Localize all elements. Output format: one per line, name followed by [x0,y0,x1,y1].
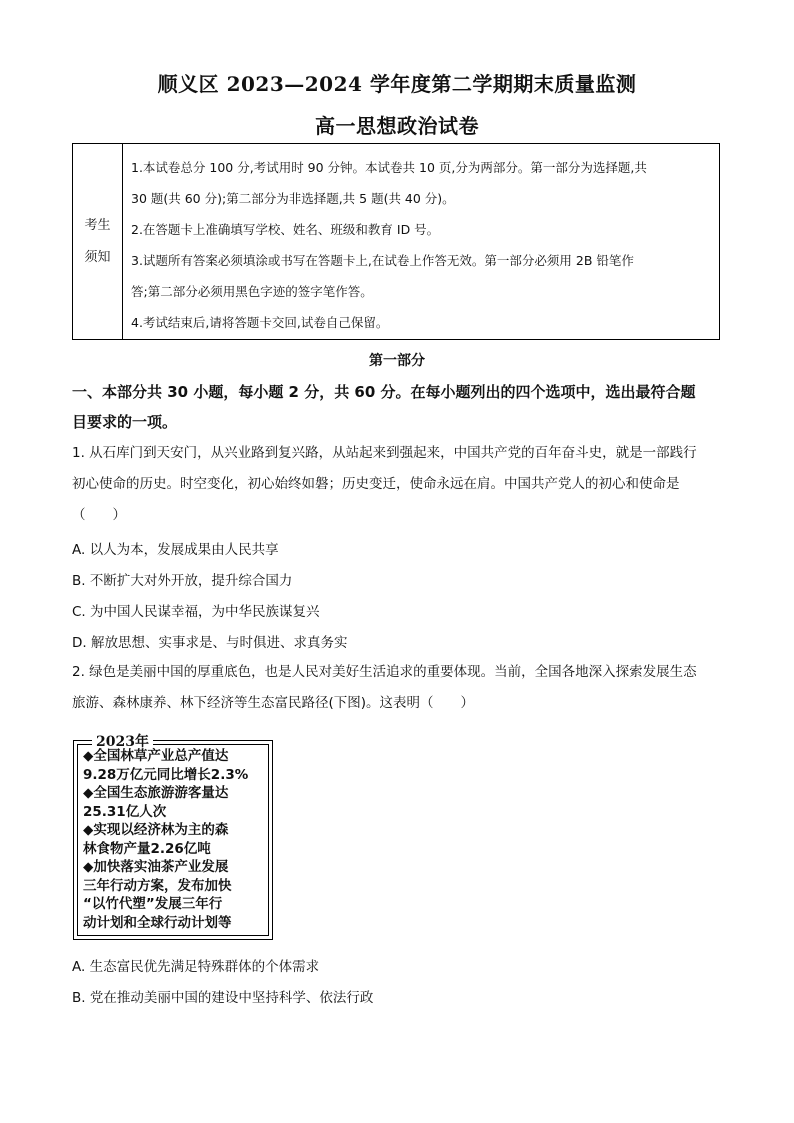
figure-line: ◆实现以经济林为主的森 [83,822,229,838]
notice-label-top: 考生 [84,217,111,233]
q2-option-a: A. 生态富民优先满足特殊群体的个体需求 [72,959,320,975]
question-2-line: 旅游、森林康养、林下经济等生态富民路径(下图)。这表明（ ） [72,695,475,711]
figure-line: 三年行动方案，发布加快 [83,877,232,894]
notice-label-bottom: 须知 [84,249,111,265]
question-2 [72,657,724,719]
question-1 [72,438,724,531]
q1-option-d: D. 解放思想、实事求是、与时俱进、求真务实 [72,635,348,651]
q2-option-b: B. 党在推动美丽中国的建设中坚持科学、依法行政 [72,990,374,1006]
figure-line: ◆加快落实油茶产业发展 [83,859,229,875]
figure-year: 2023年 [92,731,153,751]
exam-notice-box [72,143,720,340]
notice-line: 2.在答题卡上准确填写学校、姓名、班级和教育 ID 号。 [131,222,440,237]
q1-option-c: C. 为中国人民谋幸福，为中华民族谋复兴 [72,604,320,620]
notice-line: 1.本试卷总分 100 分,考试用时 90 分钟。本试卷共 10 页,分为两部分。第一部分为选择题,共 [131,160,647,175]
question-1-blank: （ ） [72,507,126,523]
forestry-stats-figure [73,734,273,940]
section-heading: 第一部分 [369,353,425,369]
section-instruction-line: 一、本部分共 30 小题，每小题 2 分，共 60 分。在每小题列出的四个选项中，选出最符合题 [72,383,696,401]
q1-option-a: A. 以人为本，发展成果由人民共享 [72,542,279,558]
q1-option-b: B. 不断扩大对外开放，提升综合国力 [72,573,293,589]
question-1-line: 1. 从石库门到天安门，从兴业路到复兴路，从站起来到强起来，中国共产党的百年奋斗史，就是一部践行 [72,445,697,461]
notice-label [73,144,123,339]
notice-line: 答;第二部分必须用黑色字迹的签字笔作答。 [131,284,373,299]
notice-line: 3.试题所有答案必须填涂或书写在答题卡上,在试卷上作答无效。第一部分必须用 2B 铅笔作 [131,253,634,268]
page-subtitle: 高一思想政治试卷 [315,114,479,138]
page-title: 顺义区 2023—2024 学年度第二学期期末质量监测 [157,72,637,96]
figure-line: “以竹代塑”发展三年行 [83,896,223,912]
figure-text [83,747,268,932]
figure-line: ◆全国林草产业总产值达 [83,748,229,764]
notice-body [131,152,709,338]
figure-line: 林食物产量2.26亿吨 [83,840,211,857]
section-instruction [72,377,722,437]
figure-line: 25.31亿人次 [83,803,167,820]
question-2-line: 2. 绿色是美丽中国的厚重底色，也是人民对美好生活追求的重要体现。当前，全国各地深入探索发展生态 [72,664,697,680]
notice-line: 4.考试结束后,请将答题卡交回,试卷自己保留。 [131,315,389,330]
question-1-line: 初心使命的历史。时空变化，初心始终如磐；历史变迁，使命永远在肩。中国共产党人的初心和使命是 [72,476,680,492]
figure-line: 9.28万亿元同比增长2.3% [83,766,249,783]
section-instruction-line: 目要求的一项。 [72,413,178,431]
figure-line: ◆全国生态旅游游客量达 [83,785,229,801]
notice-line: 30 题(共 60 分);第二部分为非选择题,共 5 题(共 40 分)。 [131,191,455,206]
figure-line: 动计划和全球行动计划等 [83,914,232,931]
